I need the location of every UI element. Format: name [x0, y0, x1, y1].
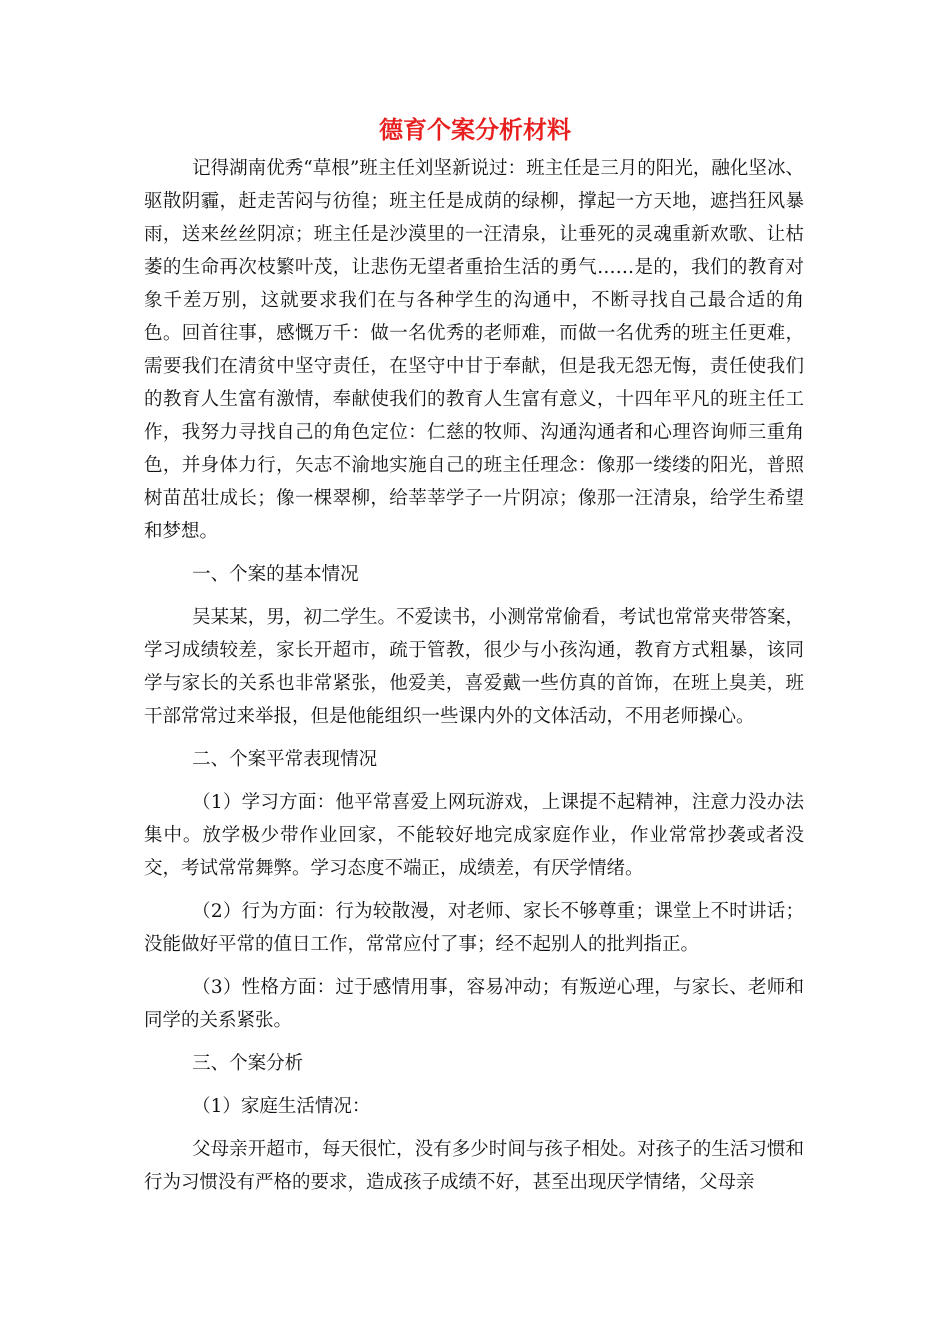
behavior-aspect-paragraph: （2）行为方面：行为较散漫，对老师、家长不够尊重；课堂上不时讲话；没能做好平常的值日工作，常常应付了事；经不起别人的批判指正。: [144, 901, 804, 955]
intro-paragraph: 记得湖南优秀“草根”班主任刘坚新说过：班主任是三月的阳光，融化坚冰、驱散阴霾，赶走苦闷与彷徨；班主任是成荫的绿柳，撑起一方天地，遮挡狂风暴雨，送来丝丝阴凉；班主任是沙漠里的一汪清泉，让垂死的灵魂重新欢歌、让枯萎的生命再次枝繁叶茂，让悲伤无望者重拾生活的勇气……是的，我们的教育对象千差万别，这就要求我们在与各种学生的沟通中，不断寻找自己最合适的角色。回首往事，感慨万千：做一名优秀的老师难，而做一名优秀的班主任更难，需要我们在清贫中坚守责任，在坚守中甘于奉献，但是我无怨无悔，责任使我们的教育人生富有激情，奉献使我们的教育人生富有意义，十四年平凡的班主任工作，我努力寻找自己的角色定位：仁慈的牧师、沟通沟通者和心理咨询师三重角色，并身体力行，矢志不渝地实施自己的班主任理念：像那一缕缕的阳光，普照树苗茁壮成长；像一棵翠柳，给莘莘学子一片阴凉；像那一汪清泉，给学生希望和梦想。: [144, 158, 804, 542]
section-heading-basic-info: 一、个案的基本情况: [192, 564, 359, 585]
family-life-paragraph: 父母亲开超市，每天很忙，没有多少时间与孩子相处。对孩子的生活习惯和行为习惯没有严格的要求，造成孩子成绩不好，甚至出现厌学情绪，父母亲: [144, 1139, 804, 1193]
basic-info-paragraph: 吴某某，男，初二学生。不爱读书，小测常常偷看，考试也常常夹带答案，学习成绩较差，家长开超市，疏于管教，很少与小孩沟通，教育方式粗暴，该同学与家长的关系也非常紧张，他爱美，喜爱戴一些仿真的首饰，在班上臭美，班干部常常过来举报，但是他能组织一些课内外的文体活动，不用老师操心。: [144, 607, 804, 727]
section-heading-daily-performance: 二、个案平常表现情况: [192, 749, 378, 770]
personality-aspect-paragraph: （3）性格方面：过于感情用事，容易冲动；有叛逆心理，与家长、老师和同学的关系紧张。: [144, 977, 804, 1031]
document-title: 德育个案分析材料: [379, 116, 571, 144]
study-aspect-paragraph: （1）学习方面：他平常喜爱上网玩游戏，上课提不起精神，注意力没办法集中。放学极少带作业回家，不能较好地完成家庭作业，作业常常抄袭或者没交，考试常常舞弊。学习态度不端正，成绩差，有厌学情绪。: [144, 792, 804, 879]
document-body: [144, 152, 804, 1199]
family-life-heading: （1）家庭生活情况：: [192, 1096, 371, 1117]
section-heading-analysis: 三、个案分析: [192, 1053, 304, 1074]
